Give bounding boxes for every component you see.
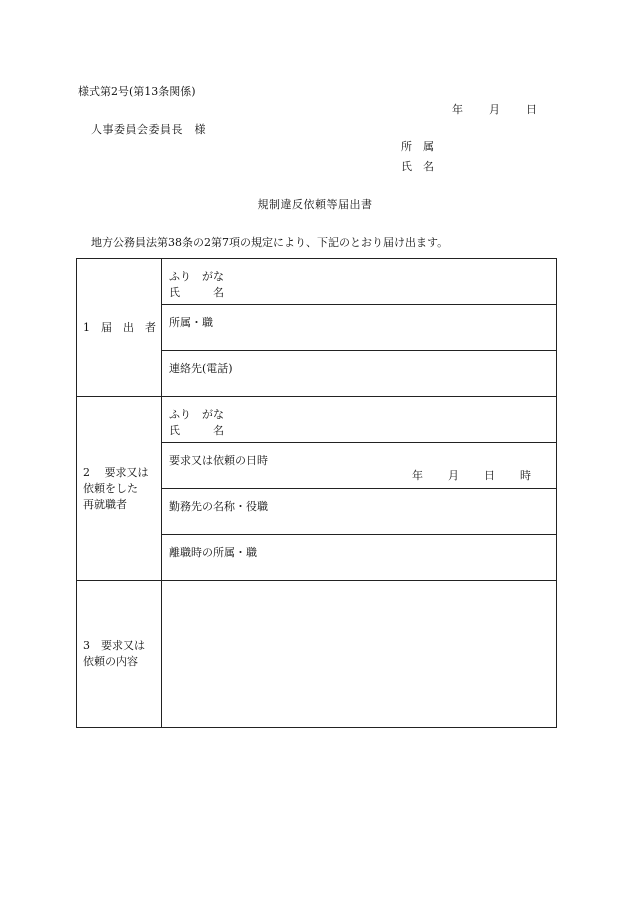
intro-text: 地方公務員法第38条の2第7項の規定により、下記のとおり届け出ます。 [91,236,449,249]
s1-contact-field[interactable] [162,351,557,397]
s2-datetime-field[interactable] [162,443,557,489]
s1-contact-label: 連絡先(電話) [169,362,233,375]
s1-affiliation-label: 所属・職 [169,316,213,329]
section-1-heading: 1 届 出 者 [77,259,162,397]
form-number: 様式第2号(第13条関係) [78,85,196,98]
s1-name-label: 氏 名 [169,286,224,299]
s2-dt-day: 日 [484,469,495,482]
s2-prev-position-field[interactable] [162,535,557,581]
s2-employer-label: 勤務先の名称・役職 [169,500,268,513]
date-year: 年 [452,103,463,116]
s2-heading-line-1: 2 要求又は [83,465,149,479]
s1-affiliation-field[interactable] [162,305,557,351]
s1-furigana-label: ふり がな [169,270,224,283]
section-3-heading [77,581,162,728]
s2-furigana-label: ふり がな [169,408,224,421]
s2-dt-year: 年 [412,469,423,482]
s2-heading-line-3: 再就職者 [83,497,127,511]
date-day: 日 [526,103,537,116]
addressee: 人事委員会委員長 様 [91,123,206,136]
date-month: 月 [489,103,500,116]
s2-prev-position-label: 離職時の所属・職 [169,546,257,559]
sender-name-label: 氏 名 [401,160,434,173]
s2-datetime-label: 要求又は依頼の日時 [169,454,268,467]
s2-name-field[interactable] [162,397,557,443]
document-title: 規制違反依頼等届出書 [257,198,373,211]
s2-employer-field[interactable] [162,489,557,535]
section-2-heading [77,397,162,581]
sender-affiliation-label: 所 属 [401,140,434,153]
s2-heading-line-2: 依頼をした [83,481,138,495]
date-line [452,104,537,115]
s2-dt-hour: 時 [520,469,531,482]
s3-content-field[interactable] [162,581,557,728]
notification-form-table [76,258,557,728]
s1-name-field[interactable] [162,259,557,305]
s3-heading-line-2: 依頼の内容 [83,655,138,668]
s2-name-label: 氏 名 [169,424,224,437]
s2-dt-month: 月 [448,469,459,482]
s3-heading-line-1: 3 要求又は [83,639,145,652]
